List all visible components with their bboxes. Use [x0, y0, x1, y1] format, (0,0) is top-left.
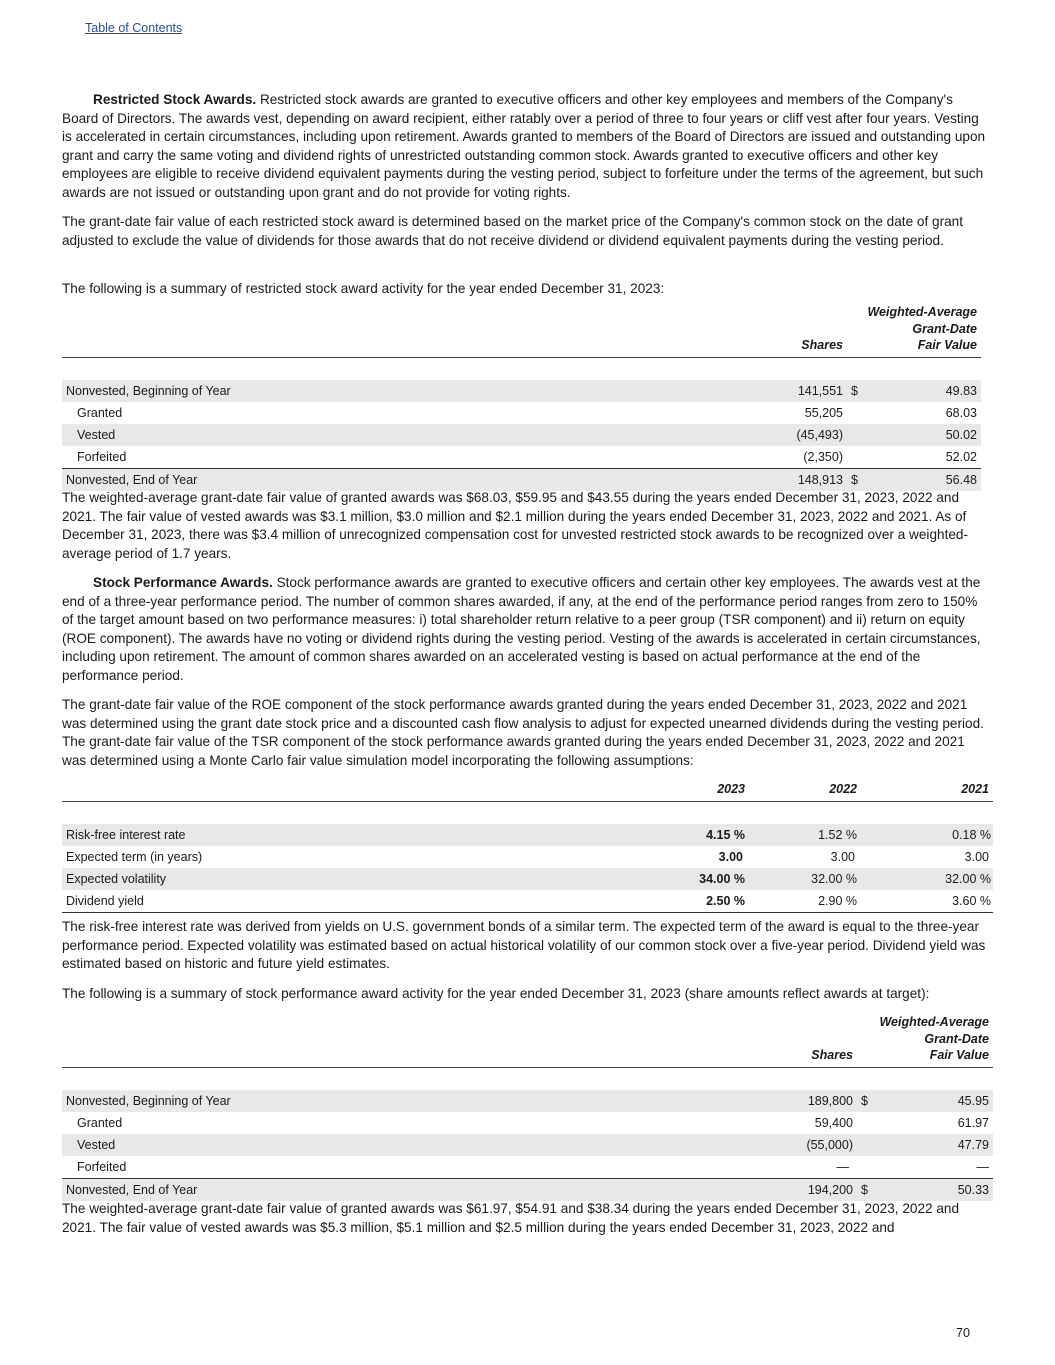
spa-col-shares-header: Shares — [811, 1048, 853, 1062]
rsa-paragraph-4: The weighted-average grant-date fair value of granted awards was $68.03, $59.95 and $43.55 during the years ended December 31, 2023, 2022 and 2021. The fair value of vested awards was $3.1 million, $3.0 million and $2.1 million during the years ended December 31, 2023, 2022 and 2021. As of December 31, 2023, there was $3.4 million of unrecognized compensation cost for unvested restricted stock awards to be recognized over a weighted-average period of 1.7 years. — [62, 490, 968, 561]
assumptions-col-2021: 2021 — [961, 782, 989, 796]
assumptions-col-2023: 2023 — [717, 782, 745, 796]
rsa-table-intro: The following is a summary of restricted stock award activity for the year ended December 31, 2023: — [62, 281, 665, 296]
table-row: Nonvested, Beginning of Year 189,800 $ 45.95 — [62, 1090, 993, 1112]
rsa-col-fair-value-header: Weighted-Average Grant-Date Fair Value — [867, 305, 977, 352]
stock-performance-table — [62, 1014, 993, 1201]
spa-table-intro: The following is a summary of stock performance award activity for the year ended December 31, 2023 (share amounts reflect awards at target): — [62, 986, 930, 1001]
table-row: Granted 59,400 61.97 — [77, 1115, 989, 1130]
table-row: Dividend yield 2.50 % 2.90 % 3.60 % — [62, 890, 993, 913]
table-of-contents-link[interactable]: Table of Contents — [85, 21, 183, 35]
table-row: Granted 55,205 68.03 — [77, 405, 977, 420]
rsa-paragraph-1 — [62, 91, 987, 203]
table-row-total: Nonvested, End of Year 194,200 $ 50.33 — [62, 1178, 993, 1201]
page-number: 70 — [956, 1326, 970, 1340]
spa-col-fair-value-header: Weighted-Average Grant-Date Fair Value — [879, 1015, 989, 1062]
spa-paragraph-1 — [62, 574, 987, 686]
table-row-total: Nonvested, End of Year 148,913 $ 56.48 — [62, 468, 981, 491]
table-row: Forfeited (2,350) 52.02 — [77, 449, 977, 464]
spa-paragraph-3: The risk-free interest rate was derived from yields on U.S. government bonds of a similar term. The expected term of the award is equal to the three-year performance period. Expected volatility was estimated based on actual historical volatility of our common stock over a five-year period. Dividend yield was estimated based on historic and future yield estimates. — [62, 919, 986, 972]
rsa-paragraph-1-text: Restricted stock awards are granted to executive officers and other key employees and members of the Company's Board of Directors. The awards vest, depending on award recipient, either ratably over a period of three to four years or cliff vest after four years. Vesting is accelerated in certain circumstances, including upon retirement. Awards granted to members of the Board of Directors are issued and outstanding upon grant and carry the same voting and dividend rights of unrestricted outstanding common stock. Awards granted to executive officers and other key employees are eligible to receive dividend equivalent payments during the vesting period, subject to forfeiture under the terms of the agreement, but such awards are not issued or outstanding upon grant and do not provide for voting rights. — [62, 92, 986, 200]
table-row: Expected term (in years) 3.00 3.00 3.00 — [66, 849, 989, 864]
rsa-paragraph-2: The grant-date fair value of each restricted stock award is determined based on the market price of the Company's common stock on the date of grant adjusted to exclude the value of dividends for those awards that do not receive dividend or dividend equivalent payments during the vesting period. — [62, 214, 964, 248]
spa-paragraph-5: The weighted-average grant-date fair value of granted awards was $61.97, $54.91 and $38.34 during the years ended December 31, 2023, 2022 and 2021. The fair value of vested awards was $5.3 million, $5.1 million and $2.5 million during the years ended December 31, 2023, 2022 and — [62, 1201, 960, 1235]
rsa-heading: Restricted Stock Awards. — [93, 92, 257, 107]
assumptions-col-2022: 2022 — [829, 782, 857, 796]
table-row: Expected volatility 34.00 % 32.00 % 32.00 % — [62, 868, 993, 890]
spa-paragraph-2: The grant-date fair value of the ROE component of the stock performance awards granted during the years ended December 31, 2023, 2022 and 2021 was determined using the grant date stock price and a discounted cash flow analysis to adjust for expected unearned dividends during the vesting period. The grant-date fair value of the TSR component of the stock performance awards granted during the years ended December 31, 2023, 2022 and 2021 was determined using a Monte Carlo fair value simulation model incorporating the following assumptions: — [62, 697, 984, 768]
assumptions-table — [62, 781, 993, 913]
table-row: Vested (55,000) 47.79 — [62, 1134, 993, 1156]
spa-heading: Stock Performance Awards. — [93, 575, 273, 590]
table-row: Nonvested, Beginning of Year 141,551 $ 49.83 — [62, 380, 981, 402]
rsa-col-shares-header: Shares — [801, 338, 843, 352]
spa-paragraph-1-text: Stock performance awards are granted to executive officers and certain other key employees. The awards vest at the end of a three-year performance period. The number of common shares awarded, if any, at the end of the performance period ranges from zero to 150% of the target amount based on two performance measures: i) total shareholder return relative to a peer group (TSR component) and ii) return on equity (ROE component). The awards have no voting or dividend rights during the vesting period. Vesting of the awards is accelerated in certain circumstances, including upon retirement. The amount of common shares awarded on an accelerated vesting is based on actual performance at the end of the performance period. — [62, 575, 981, 683]
table-row: Risk-free interest rate 4.15 % 1.52 % 0.18 % — [62, 824, 993, 846]
restricted-stock-table — [62, 304, 981, 491]
table-row: Forfeited — — — [77, 1159, 989, 1174]
table-row: Vested (45,493) 50.02 — [62, 424, 981, 446]
